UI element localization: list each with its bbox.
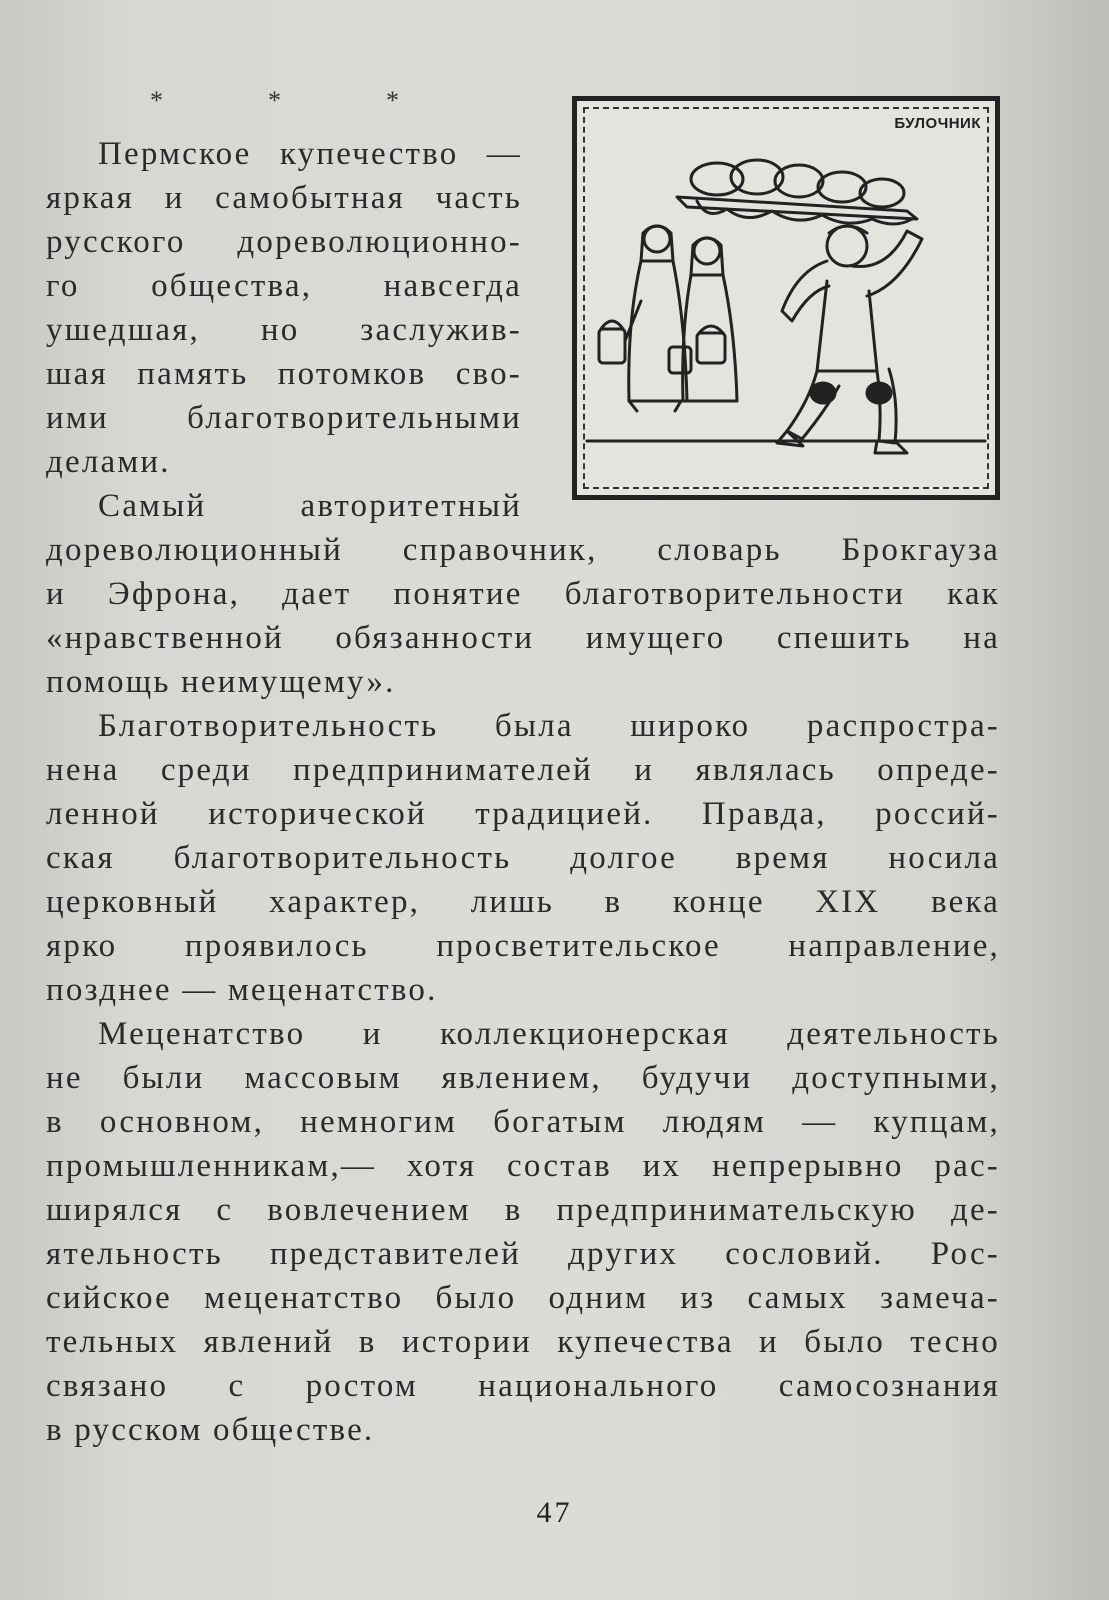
text-line: ширялся с вовлечением в предпринимательскую де- [46, 1192, 1000, 1228]
text-line: в русском обществе. [46, 1412, 375, 1448]
text-line: позднее — меценатство. [46, 972, 438, 1008]
text-line: и Эфрона, дает понятие благотворительности как [46, 576, 1000, 612]
text-line: ленной исторической традицией. Правда, россий- [46, 796, 1000, 832]
text-line: церковный характер, лишь в конце XIX века [46, 884, 1000, 920]
separator-star: * [268, 86, 281, 115]
text-line: нена среди предпринимателей и являлась опреде- [46, 752, 1000, 788]
text-line: ушедшая, но заслужив- [46, 312, 522, 348]
text-line: тельных явлений в истории купечества и было тесно [46, 1324, 1000, 1360]
text-line: делами. [46, 444, 171, 480]
separator-star: * [150, 86, 163, 115]
text-line: ская благотворительность долгое время носила [46, 840, 1000, 876]
text-line: не были массовым явлением, будучи доступными, [46, 1060, 1000, 1096]
text-line: Пермское купечество — [98, 136, 522, 172]
baker-drawing [577, 101, 995, 495]
text-line: сийское меценатство было одним из самых замеча- [46, 1280, 1000, 1316]
text-line: связано с ростом национального самосознания [46, 1368, 1000, 1404]
baker-illustration [572, 96, 1000, 500]
text-line: промышленникам,— хотя состав их непрерывно рас- [46, 1148, 1000, 1184]
text-line: яркая и самобытная часть [46, 180, 522, 216]
page-number: 47 [536, 1496, 573, 1529]
text-line: ярко проявилось просветительское направление, [46, 928, 1000, 964]
text-line: русского дореволюционно- [46, 224, 522, 260]
text-line: ими благотворительными [46, 400, 522, 436]
illustration-caption: БУЛОЧНИК [894, 115, 981, 132]
text-line: ятельность представителей других сословий. Рос- [46, 1236, 1000, 1272]
text-line: го общества, навсегда [46, 268, 522, 304]
text-line: дореволюционный справочник, словарь Брокгауза [46, 532, 1000, 568]
separator-star: * [386, 86, 399, 115]
text-line: в основном, немногим богатым людям — купцам, [46, 1104, 1000, 1140]
text-line: Меценатство и коллекционерская деятельность [98, 1016, 1000, 1052]
text-line: шая память потомков сво- [46, 356, 522, 392]
intro-paragraph [46, 132, 522, 528]
text-line: «нравственной обязанности имущего спешить на [46, 620, 1000, 656]
section-separator [150, 86, 504, 116]
text-line: Самый авторитетный [98, 488, 522, 524]
text-line: помощь неимущему». [46, 664, 396, 700]
text-line: Благотворительность была широко распростра- [98, 708, 1000, 744]
body-text [46, 528, 1000, 1452]
